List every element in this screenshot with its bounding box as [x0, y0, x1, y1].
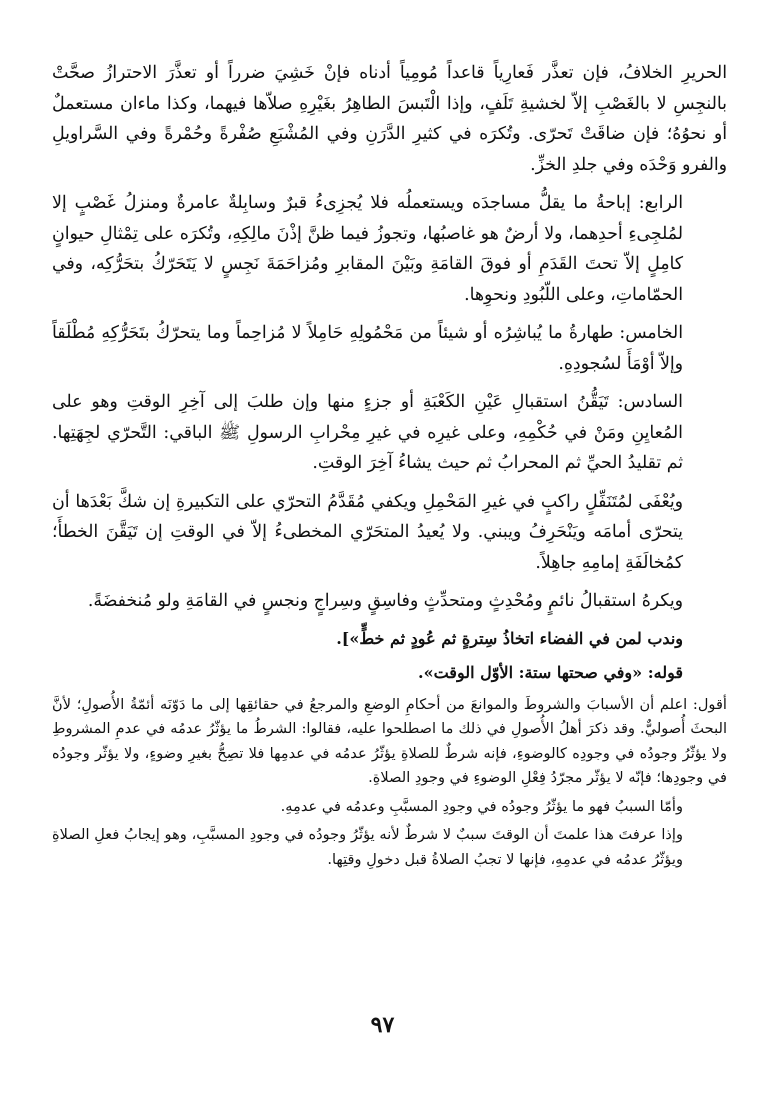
paragraph-disliked-facing: ويكرهُ استقبالُ نائمٍ ومُحْدِثٍ ومتحدِّثٍ وفاسِقٍ وسِراجٍ ونجسٍ في القامَةِ ولو مُنخفضَةً.: [87, 591, 683, 611]
commentary-definitions: أقول: اعلم أن الأسبابَ والشروطَ والموانعَ من أحكامِ الوضعِ والمرجعُ في حقائقِها إلى ما دَوّنَه أئمّةُ الأُصولِ؛ لأنَّ البحثَ أُصوليٌّ. وقد ذكرَ أهلُ الأُصولِ في ذلك ما اصطلحوا عليه، فقالوا: الشرطُ ما يؤثّرُ عدمُه في عدمِ المشروطِ ولا يؤثّرُ وجودُه في وجودِه كالوضوءِ، فإنه شرطٌ للصلاةِ يؤثّرُ عدمُه في عدمِها فلا تصِحُّ بغيرِ وضوءٍ، ولا يؤثّر وجودُه في وجودِها؛ فإنّه لا يؤثّر مجرّدُ فِعْلِ الوضوءِ في وجودِ الصلاةِ.: [52, 695, 727, 786]
commentary-time-is-cause: وإذا عرفتَ هذا علمتَ أن الوقتَ سببٌ لا شرطٌ لأنه يؤثّرُ وجودُه في وجودِ المسبَّبِ، وهو إيجابُ فعلِ الصلاةِ ويؤثّرُ عدمُه في عدمِهِ، فإنها لا تجبُ الصلاةُ قبل دخولِ وقتِها.: [52, 826, 683, 868]
paragraph-fourth-condition: الرابع: إباحةُ ما يقلُّ مساجدَه ويستعملُه فلا يُجزِىءُ قبرٌ وسابِلةٌ عامرةٌ ومنزلُ غَصْبٍ إلا لمُلجِىءِ أحدِهما، ولا أرضٌ هو غاصبُها، وتجوزُ فيما ظنَّ إذْنَ مالِكِهِ، وتُكرَه على تِمْثالِ حيوانٍ كامِلٍ إلاّ تحتَ القَدَمِ أو فوقَ القامَةِ وبَيْنَ المقابرِ ومُزاحَمَةَ نَجِسٍ لا يَتَحَرّكُ بتحَرُّكِه، وفي الحمّاماتِ، وعلى اللّبُودِ ونحوِها.: [52, 193, 683, 305]
paragraph-fifth-condition: الخامس: طهارةُ ما يُباشِرُه أو شيئاً من مَحْمُولِهِ حَامِلاً لا مُزاحِماً وما يتحرّكُ بتَحَرُّكِهِ مُطْلَقاً وإلاّ أوْمَأَ لسُجودِهِ.: [52, 323, 683, 374]
paragraph-sutra-recommendation: وندب لمن في الفضاء اتخاذُ سِترةٍ ثم عُودٍ ثم خطٍّ»].: [336, 628, 683, 648]
commentary-cause-definition: وأمّا السببُ فهو ما يؤثّرُ وجودُه في وجودِ المسبَّبِ وعدمُه في عدمِهِ.: [280, 797, 683, 815]
paragraph-sixth-condition: السادس: تَيَقُّنُ استقبالِ عَيْنِ الكَعْبَةِ أو جزءٍ منها وإن طلبَ إلى آخِرِ الوقتِ وهو على المُعايِنِ ومَنْ في حُكْمِهِ، وعلى غيرِه في غيرِ مِحْرابِ الرسولِ ﷺ الباقي: التَّحرّي لجِهَتِها. ثم تقليدُ الحيِّ ثم المحرابُ ثم حيث يشاءُ آخِرَ الوقتِ.: [52, 392, 683, 473]
page-body: [52, 58, 727, 876]
quoted-statement: قوله: «وفي صحتها ستة: الأوّل الوقت».: [418, 662, 683, 682]
page-number: ٩٧: [370, 1012, 395, 1038]
paragraph-silk-clothing: الحريرِ الخلافُ، فإن تعذَّر فَعارِياً قاعداً مُومِياً أدناه فإنْ خَشِيَ ضرراً أو تعذَّرَ الاحترازُ صحَّتْ بالنجِسِ لا بالغَصْبِ إلاّ لخشيةِ تَلَفٍ، وإذا الْتَبسَ الطاهِرُ بغَيْرِهِ صلاّها فيهما، وكذا ماءان مستعملٌ أو نحوُهُ؛ فإن ضاقَتْ تَحرّى. وتُكرَه في كثيرِ الدَّرَنِ وفي المُشْبَعِ صُفْرةً وحُمْرةً وفي السَّراويلِ والفرو وَحْدَه وفي جلدِ الخزِّ.: [52, 63, 727, 175]
paragraph-rider-exemption: ويُعْفَى لمُتَنَفِّلٍ راكبٍ في غيرِ المَحْمِلِ ويكفي مُقَدَّمُ التحرّي على التكبيرةِ إن شكَّ بَعْدَها أن يتحرّى أمامَه ويَنْحَرِفُ ويبني. ولا يُعيدُ المتحَرّي المخطىءُ إلاّ في الوقتِ إن تَيَقَّنَ الخطأَ؛ كمُخالَفَةِ إمامِهِ جاهِلاً.: [52, 491, 683, 573]
